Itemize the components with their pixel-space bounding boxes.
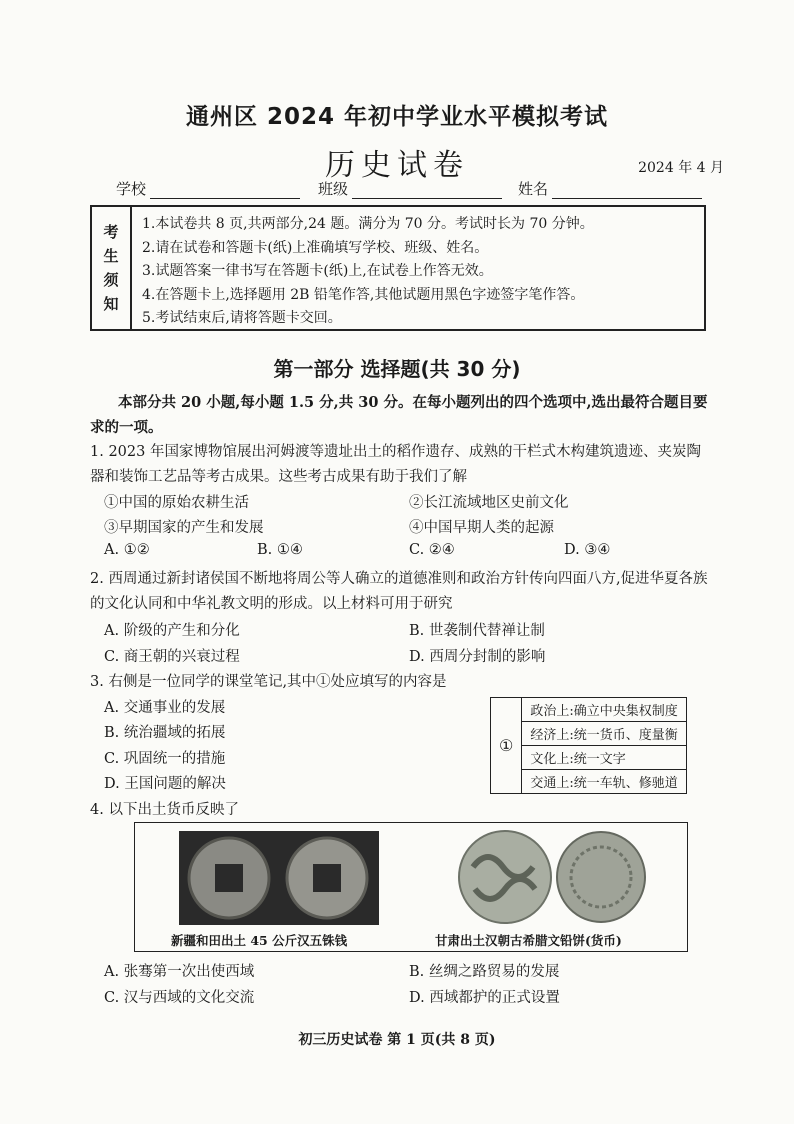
q3-option-a[interactable]: A. 交通事业的发展 [104,700,226,716]
name-blank[interactable] [552,184,702,199]
class-blank[interactable] [352,184,502,199]
wuzhu-coins-image [179,831,379,925]
question-3-stem: 3. 右侧是一位同学的课堂笔记,其中①处应填写的内容是 [90,674,447,690]
notes-row: 交通上:统一车轨、修驰道 [522,770,686,794]
q1-option-d[interactable]: D. ③④ [564,542,611,558]
section-title: 第一部分 选择题(共 30 分) [273,357,521,381]
notice-heading-char: 知 [103,295,119,313]
notice-heading-char: 须 [103,271,119,289]
name-label: 姓名 [518,180,549,198]
student-info-fields [116,178,702,199]
notice-item: 3.试题答案一律书写在答题卡(纸)上,在试卷上作答无效。 [142,263,493,279]
name-field[interactable] [518,178,702,199]
notes-marker: ① [491,698,522,794]
notice-item: 4.在答题卡上,选择题用 2B 铅笔作答,其他试题用黑色字迹签字笔作答。 [142,286,585,303]
q4-option-b[interactable]: B. 丝绸之路贸易的发展 [409,964,560,980]
q1-option-a[interactable]: A. ①② [104,542,150,558]
q1-item-1: ①中国的原始农耕生活 [104,495,249,511]
q1-option-b[interactable]: B. ①④ [257,542,303,558]
exam-subtitle: 历史试卷 [325,148,469,183]
question-2-stem: 2. 西周通过新封诸侯国不断地将周公等人确立的道德准则和政治方针传向四面八方,促进华夏各族的文化认同和中华礼教文明的形成。以上材料可用于研究 [90,571,708,612]
school-field[interactable] [116,178,300,199]
notice-heading-char: 生 [103,247,119,265]
notice-heading [92,207,132,329]
class-label: 班级 [318,180,349,198]
q4-option-c[interactable]: C. 汉与西域的文化交流 [104,990,255,1006]
q1-option-c[interactable]: C. ②④ [409,542,455,558]
coin-images-panel [134,822,688,952]
exam-date: 2024 年 4 月 [638,160,724,176]
page-footer: 初三历史试卷 第 1 页(共 8 页) [298,1032,496,1048]
class-field[interactable] [318,178,502,199]
school-blank[interactable] [150,184,300,199]
exam-notice-box [90,205,706,331]
question-1-stem: 1. 2023 年国家博物馆展出河姆渡等遗址出土的稻作遗存、成熟的干栏式木构建筑遗迹、夹炭陶器和装饰工艺品等考古成果。这些考古成果有助于我们了解 [90,444,701,485]
notice-items [132,207,594,329]
q1-item-2: ②长江流域地区史前文化 [409,495,569,511]
q4-option-a[interactable]: A. 张骞第一次出使西域 [104,964,255,980]
notice-item: 2.请在试卷和答题卡(纸)上准确填写学校、班级、姓名。 [142,239,489,256]
notes-row: 政治上:确立中央集权制度 [522,698,686,722]
q2-option-c[interactable]: C. 商王朝的兴衰过程 [104,649,240,665]
notice-item: 5.考试结束后,请将答题卡交回。 [142,310,342,326]
q3-option-c[interactable]: C. 巩固统一的措施 [104,751,226,767]
lead-coins-image [453,827,653,927]
notice-item: 1.本试卷共 8 页,共两部分,24 题。满分为 70 分。考试时长为 70 分钟。 [142,216,594,232]
notes-row: 经济上:统一货币、度量衡 [522,722,686,746]
q1-item-3: ③早期国家的产生和发展 [104,520,264,536]
q4-option-d[interactable]: D. 西域都护的正式设置 [409,990,560,1006]
q2-option-a[interactable]: A. 阶级的产生和分化 [104,623,240,639]
q3-option-b[interactable]: B. 统治疆域的拓展 [104,725,226,741]
section-intro: 本部分共 20 小题,每小题 1.5 分,共 30 分。在每小题列出的四个选项中,选出最符合题目要求的一项。 [90,394,708,436]
exam-title: 通州区 2024 年初中学业水平模拟考试 [185,104,609,130]
q2-option-b[interactable]: B. 世袭制代替禅让制 [409,623,545,639]
wuzhu-caption: 新疆和田出土 45 公斤汉五铢钱 [171,933,348,948]
notice-heading-char: 考 [103,223,119,241]
q3-option-d[interactable]: D. 王国问题的解决 [104,776,226,792]
q1-item-4: ④中国早期人类的起源 [409,520,554,536]
question-4-stem: 4. 以下出土货币反映了 [90,802,239,818]
lead-coin-caption: 甘肃出土汉朝古希腊文铅饼(货币) [435,933,622,948]
q2-option-d[interactable]: D. 西周分封制的影响 [409,649,546,665]
school-label: 学校 [116,180,147,198]
class-notes-table [490,697,687,794]
notes-row: 文化上:统一文字 [522,746,686,770]
